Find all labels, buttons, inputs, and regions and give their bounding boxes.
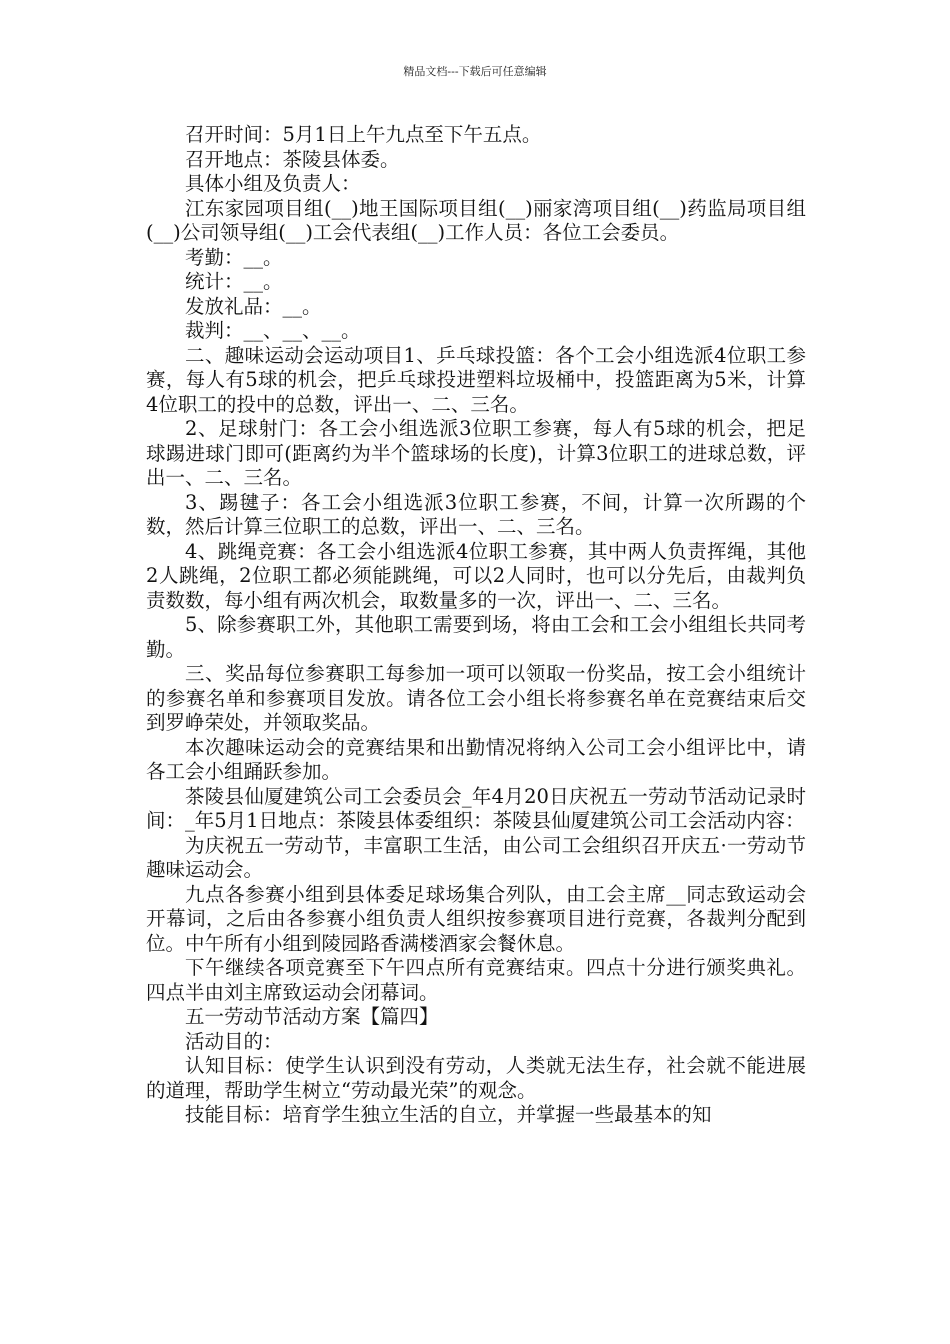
- paragraph-event-shuttlecock: 3、踢毽子：各工会小组选派3位职工参赛，不间，计算一次所踢的个数，然后计算三位职工的总数，评出一、二、三名。: [146, 490, 806, 538]
- paragraph-event-attendance: 5、除参赛职工外，其他职工需要到场，将由工会和工会小组组长共同考勤。: [146, 613, 806, 661]
- paragraph-cognitive-goal: 认知目标：使学生认识到没有劳动，人类就无法生存，社会就不能进展的道理，帮助学生树立“劳动最光荣”的观念。: [146, 1054, 806, 1102]
- paragraph-prizes: 三、奖品每位参赛职工每参加一项可以领取一份奖品，按工会小组统计的参赛名单和参赛项目发放。请各位工会小组长将参赛名单在竞赛结束后交到罗峥荣处，并领取奖品。: [146, 662, 806, 734]
- paragraph-meeting-place: 召开地点：茶陵县体委。: [185, 147, 400, 171]
- paragraph-groups-heading: 具体小组及负责人：: [185, 172, 361, 195]
- paragraph-referees: 裁判：__、__、__。: [185, 319, 361, 342]
- paragraph-afternoon: 下午继续各项竞赛至下午四点所有竞赛结束。四点十分进行颁奖典礼。四点半由刘主席致运动会闭幕词。: [146, 956, 806, 1004]
- paragraph-gifts: 发放礼品：__。: [185, 294, 322, 318]
- paragraph-section-title: 五一劳动节活动方案【篇四】: [185, 1005, 439, 1028]
- paragraph-attendance: 考勤：__。: [185, 245, 283, 269]
- paragraph-activity-goal: 活动目的：: [185, 1029, 283, 1053]
- paragraph-meeting-time: 召开时间：5月1日上午九点至下午五点。: [185, 123, 542, 146]
- paragraph-results: 本次趣味运动会的竞赛结果和出勤情况将纳入公司工会小组评比中，请各工会小组踊跃参加。: [146, 735, 806, 783]
- paragraph-event-rope: 4、跳绳竞赛：各工会小组选派4位职工参赛，其中两人负责挥绳，其他2人跳绳，2位职工都必须能跳绳，可以2人同时，也可以分先后，由裁判负责数数，每小组有两次机会，取数量多的一次，评出一、二、三名。: [146, 539, 806, 612]
- paragraph-purpose: 为庆祝五一劳动节，丰富职工生活，由公司工会组织召开庆五·一劳动节趣味运动会。: [146, 833, 806, 881]
- paragraph-morning: 九点各参赛小组到县体委足球场集合列队，由工会主席__同志致运动会开幕词，之后由各参赛小组负责人组织按参赛项目进行竞赛，各裁判分配到位。中午所有小组到陵园路香满楼酒家会餐休息。: [146, 882, 806, 955]
- paragraph-record: 茶陵县仙厦建筑公司工会委员会_年4月20日庆祝五一劳动节活动记录时间：_年5月1日地点：茶陵县体委组织：茶陵县仙厦建筑公司工会活动内容：: [146, 784, 806, 832]
- paragraph-statistics: 统计：__。: [185, 270, 283, 293]
- document-body: [146, 123, 806, 1128]
- paragraph-skill-goal: 技能目标：培育学生独立生活的自立，并掌握一些最基本的知: [185, 1103, 712, 1126]
- page-header: 精品文档---下载后可任意编辑: [403, 65, 547, 78]
- paragraph-event-pingpong: 二、趣味运动会运动项目1、乒乓球投篮：各个工会小组选派4位职工参赛，每人有5球的机会，把乒乓球投进塑料垃圾桶中，投篮距离为5米，计算4位职工的投中的总数，评出一、二、三名。: [146, 343, 806, 416]
- paragraph-event-football: 2、足球射门：各工会小组选派3位职工参赛，每人有5球的机会，把足球踢进球门即可(距离约为半个篮球场的长度)，计算3位职工的进球总数，评出一、二、三名。: [146, 417, 806, 489]
- paragraph-groups-list: 江东家园项目组(__)地王国际项目组(__)丽家湾项目组(__)药监局项目组(__)公司领导组(__)工会代表组(__)工作人员：各位工会委员。: [146, 196, 806, 244]
